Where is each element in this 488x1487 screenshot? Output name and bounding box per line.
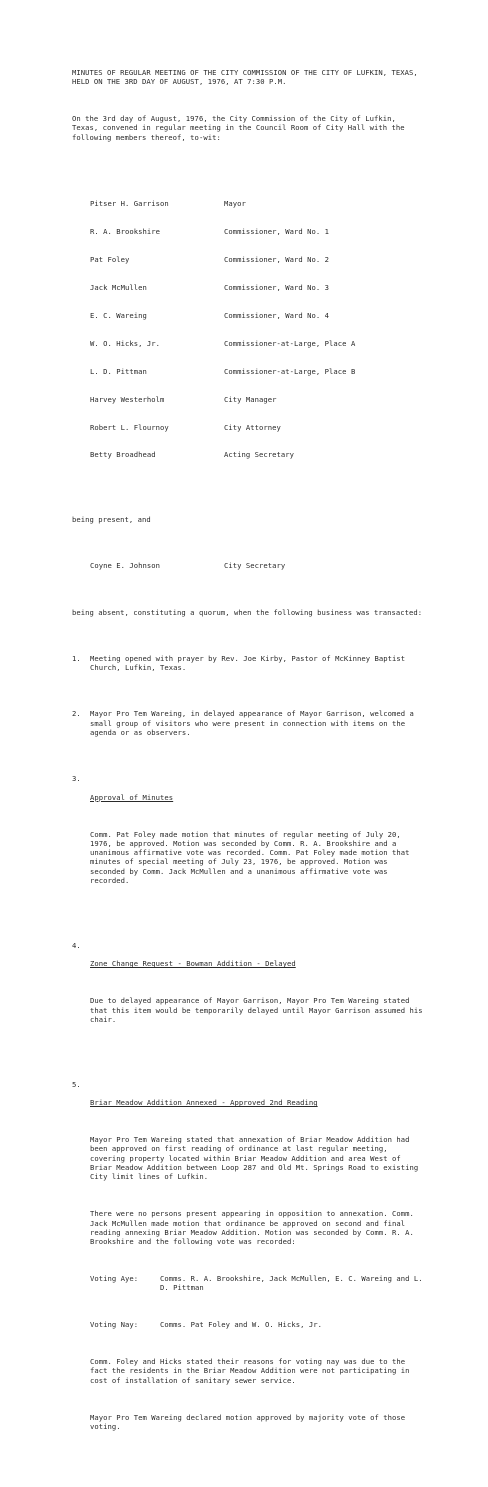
opening-paragraph: On the 3rd day of August, 1976, the City Commission of the City of Lufkin, Texas, convened in regular meeting in the Council Room of City Hall with the following members thereof, to-wit: xyxy=(72,114,410,142)
member-name: L. D. Pittman xyxy=(90,366,147,376)
document-title: MINUTES OF REGULAR MEETING OF THE CITY COMMISSION OF THE CITY OF LUFKIN, TEXAS, HELD ON THE 3RD DAY OF AUGUST, 1976, AT 7:30 P.M. xyxy=(72,67,423,87)
item-text: Comm. Pat Foley made motion that minutes of regular meeting of July 20, 1976, be approved. Motion was seconded by Comm. R. A. Brookshire and a unanimous affirmative vote was recorded. Comm. Pat Foley made motion that minutes of special meeting of July 23, 1976, be approved. Motion was seconded by Comm. Jack McMullen and a unanimous affirmative vote was recorded. xyxy=(90,829,414,886)
item-text: Mayor Pro Tem Wareing, in delayed appearance of Mayor Garrison, welcomed a small group of visitors who were present in connection with items on the agenda or as observers. xyxy=(90,709,419,737)
member-row xyxy=(90,255,424,264)
member-row xyxy=(90,311,424,320)
member-row xyxy=(90,283,424,292)
foley-paragraph: Comm. Foley and Hicks stated their reasons for voting nay was due to the fact the residents in the Briar Meadow Addition were not participating in cost of installation of sanitary sewer service. xyxy=(90,1357,414,1385)
member-roster xyxy=(90,181,424,479)
member-role: Acting Secretary xyxy=(224,450,295,460)
item-body xyxy=(90,774,424,904)
vote-nay-label: Voting Nay: xyxy=(90,1320,139,1330)
member-role: City Attorney xyxy=(224,422,281,432)
opposition-paragraph: There were no persons present appearing in opposition to annexation. Comm. Jack McMullen made motion that ordinance be approved on second and final reading annexing Briar Meadow Addition. Motion was seconded by Comm. R. A. Brookshire and the following vote was recorded: xyxy=(90,1209,419,1247)
agenda-item xyxy=(72,1079,428,1450)
vote-aye-label: Voting Aye: xyxy=(90,1274,139,1284)
member-row xyxy=(90,423,424,432)
item-heading: Zone Change Request - Bowman Addition - Delayed xyxy=(90,959,296,969)
member-role: Commissioner-at-Large, Place A xyxy=(224,338,356,348)
member-name: Pat Foley xyxy=(90,255,130,265)
item-number: 4. xyxy=(72,940,81,950)
absent-member xyxy=(90,561,424,570)
member-name: R. A. Brookshire xyxy=(90,227,161,237)
declared-paragraph: Mayor Pro Tem Wareing declared motion approved by majority vote of those voting. xyxy=(90,1412,410,1431)
member-name: Harvey Westerholm xyxy=(90,394,165,404)
member-name: W. O. Hicks, Jr. xyxy=(90,338,161,348)
item-number: 2. xyxy=(72,709,81,719)
agenda-item xyxy=(72,654,424,673)
member-role: Commissioner, Ward No. 3 xyxy=(224,283,330,293)
member-role: Commissioner, Ward No. 1 xyxy=(224,227,330,237)
vote-aye xyxy=(90,1274,428,1293)
member-row xyxy=(90,339,424,348)
member-name: Betty Broadhead xyxy=(90,450,156,460)
member-role: Commissioner, Ward No. 4 xyxy=(224,311,330,321)
quorum-paragraph: being absent, constituting a quorum, when the following business was transacted: xyxy=(72,607,423,617)
minutes-document xyxy=(72,40,428,1487)
item-heading: Briar Meadow Addition Annexed - Approved 2nd Reading xyxy=(90,1098,318,1108)
present-label: being present, and xyxy=(72,515,151,525)
member-row xyxy=(90,395,424,404)
item-number: 1. xyxy=(72,653,81,663)
item-body xyxy=(90,941,428,1043)
vote-nay xyxy=(90,1320,424,1329)
item-text: Meeting opened with prayer by Rev. Joe Kirby, Pastor of McKinney Baptist Church, Lufkin, Texas. xyxy=(90,653,410,673)
member-name: Pitser H. Garrison xyxy=(90,199,169,209)
item-number: 5. xyxy=(72,1079,81,1089)
member-name: Robert L. Flournoy xyxy=(90,422,169,432)
agenda-item xyxy=(72,709,424,737)
member-role: Mayor xyxy=(224,199,246,209)
item-text: Due to delayed appearance of Mayor Garrison, Mayor Pro Tem Wareing stated that this item would be temporarily delayed until Mayor Garrison assumed his chair. xyxy=(90,996,428,1024)
member-name: Jack McMullen xyxy=(90,283,147,293)
member-role: City Manager xyxy=(224,394,277,404)
item-number: 3. xyxy=(72,774,81,784)
item-text: Mayor Pro Tem Wareing stated that annexation of Briar Meadow Addition had been approved on first reading of ordinance at last regular meeting, covering property located within Briar Meadow Addition and area West of Briar Meadow Addition between Loop 287 and Old Mt. Springs Road to existing City limit lines of Lufkin. xyxy=(90,1135,423,1182)
agenda-item xyxy=(72,774,424,904)
member-role: Commissioner, Ward No. 2 xyxy=(224,255,330,265)
absent-name: Coyne E. Johnson xyxy=(90,561,161,571)
member-row xyxy=(90,367,424,376)
member-row xyxy=(90,227,424,236)
item-heading: Approval of Minutes xyxy=(90,792,174,802)
vote-aye-names: Comms. R. A. Brookshire, Jack McMullen, E. C. Wareing and L. D. Pittman xyxy=(160,1274,428,1293)
member-role: Commissioner-at-Large, Place B xyxy=(224,366,356,376)
absent-role: City Secretary xyxy=(224,561,286,571)
member-row xyxy=(90,450,424,459)
member-row xyxy=(90,199,424,208)
member-name: E. C. Wareing xyxy=(90,311,147,321)
vote-nay-names: Comms. Pat Foley and W. O. Hicks, Jr. xyxy=(160,1320,322,1330)
item-body xyxy=(90,1080,428,1450)
agenda-item xyxy=(72,940,428,1043)
